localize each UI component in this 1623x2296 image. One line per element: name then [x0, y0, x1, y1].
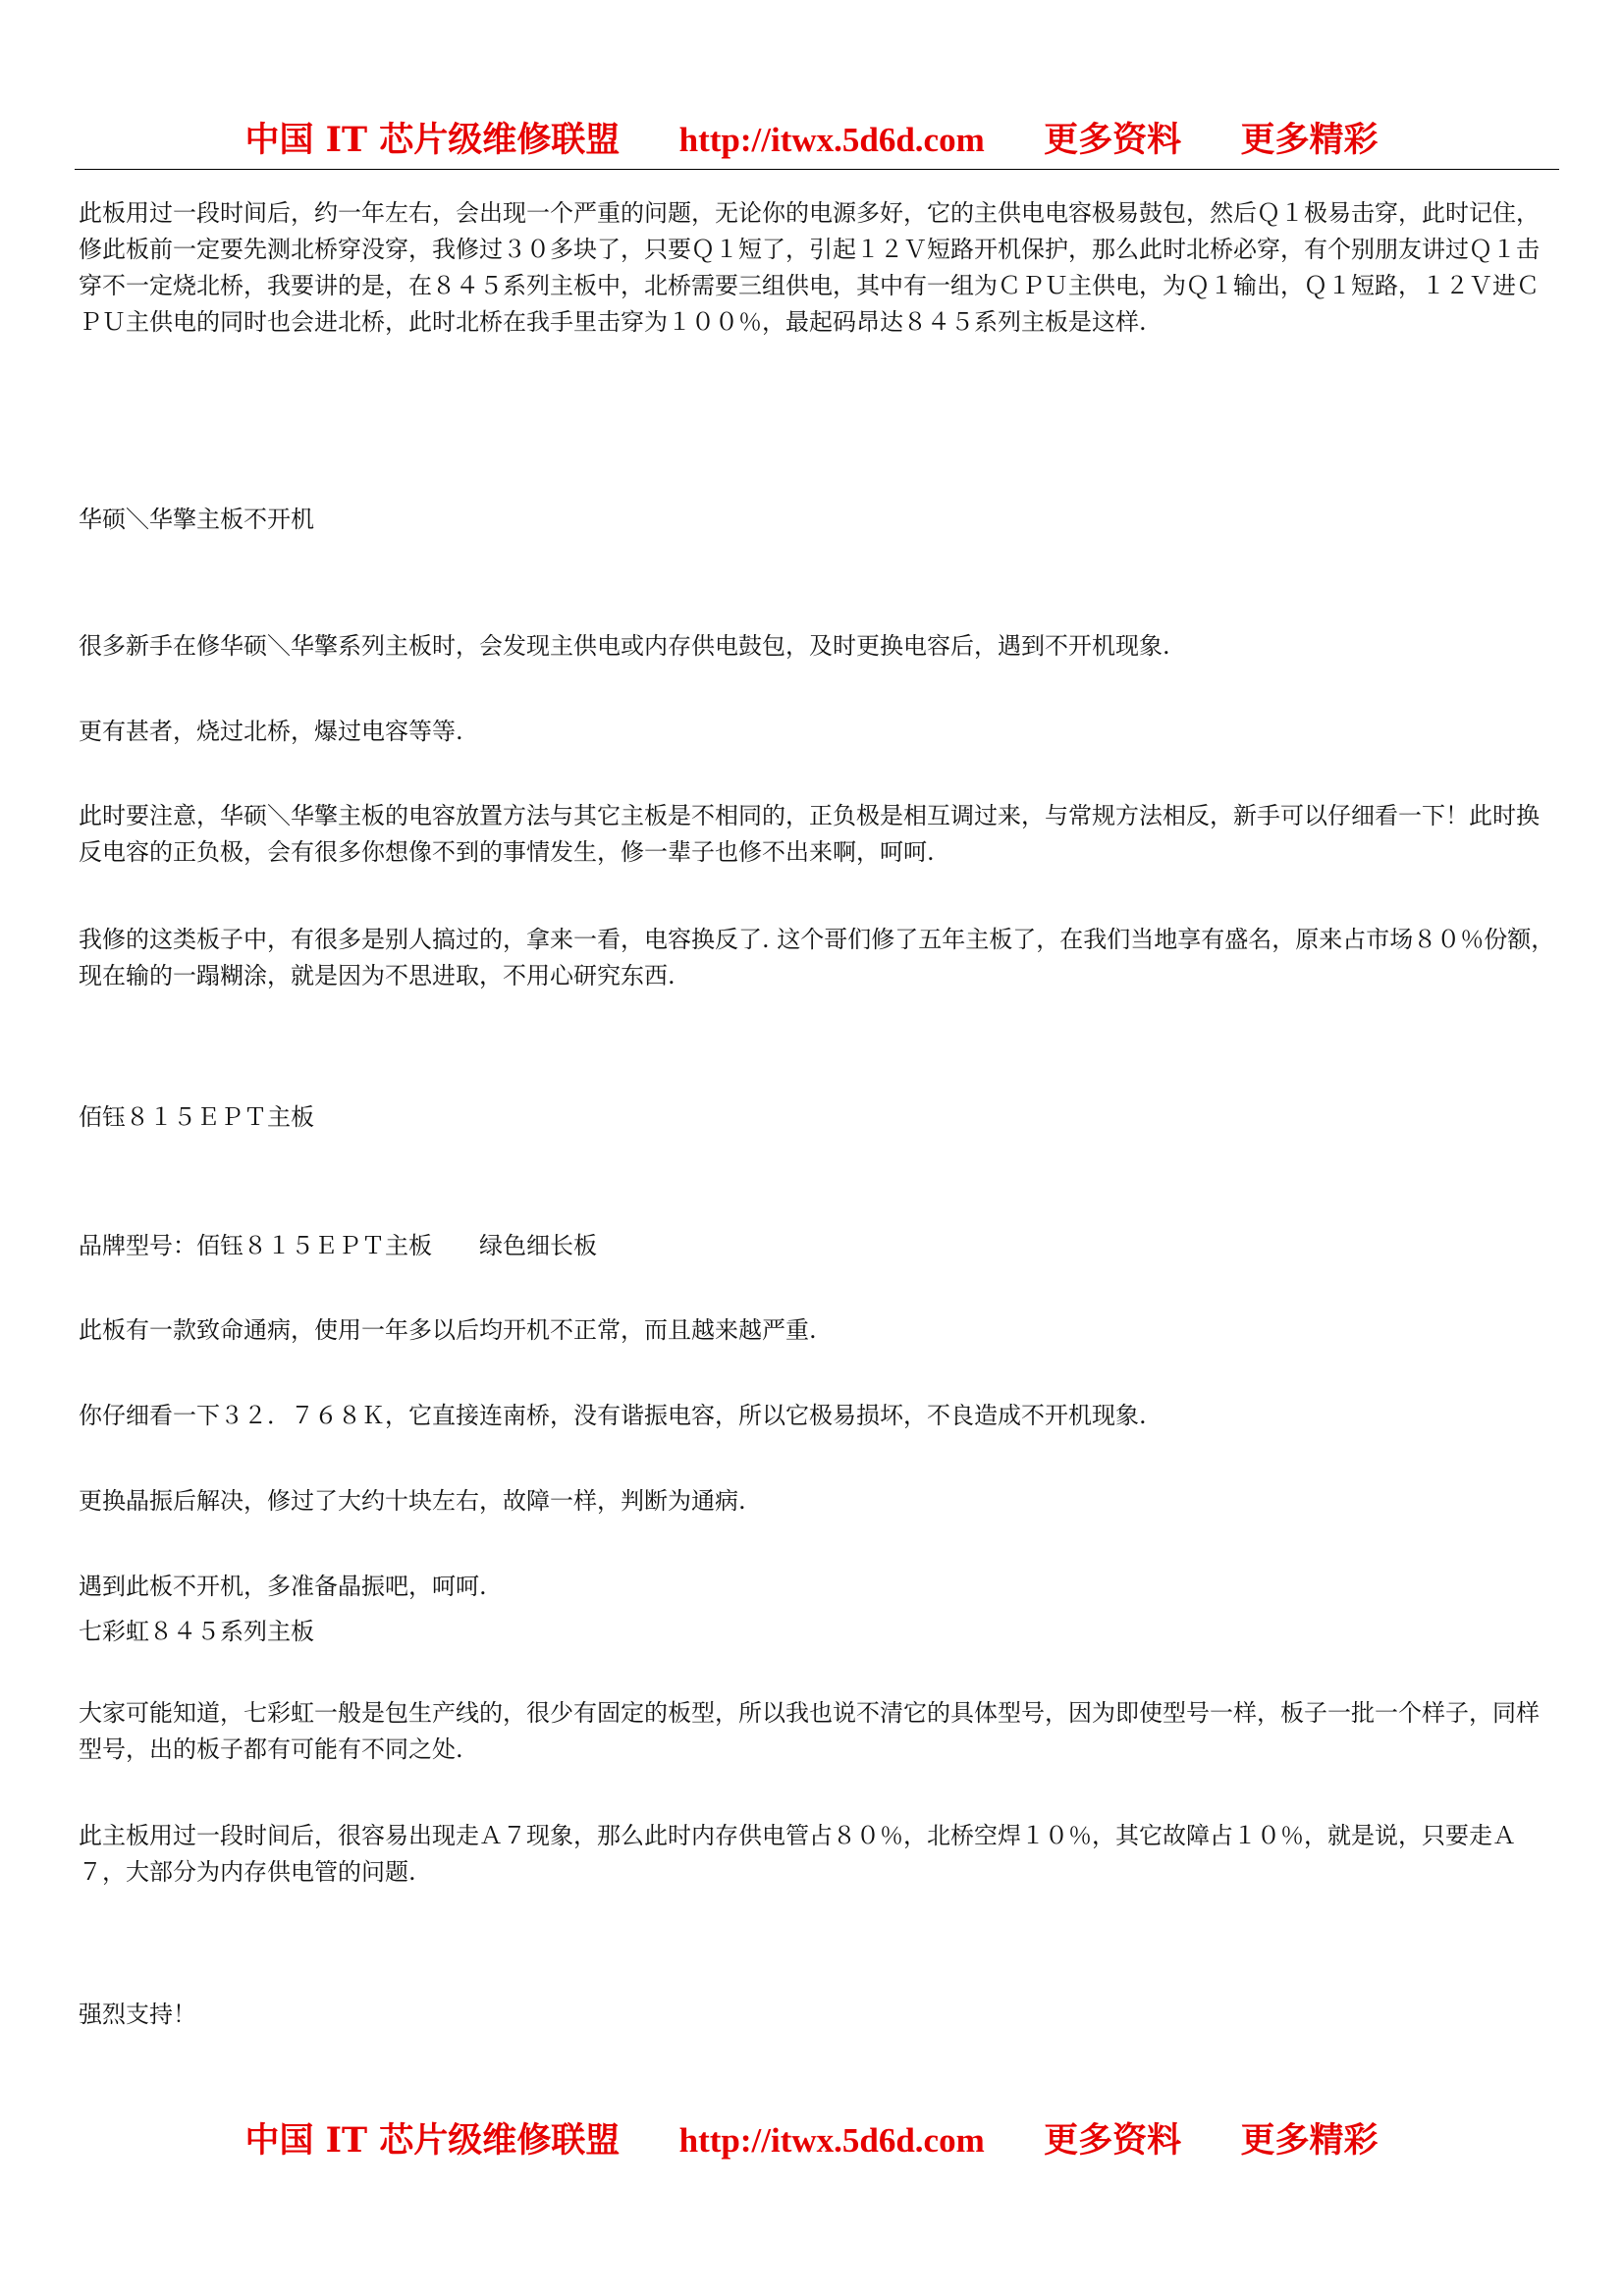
- paragraph-3: 更有甚者，烧过北桥，爆过电容等等.: [79, 718, 463, 745]
- header-slogan-2: 更多精彩: [1240, 120, 1379, 160]
- header-slogan-1: 更多资料: [1044, 120, 1182, 160]
- paragraph-1: 此板用过一段时间后，约一年左右，会出现一个严重的问题，无论你的电源多好，它的主供电电容极易鼓包，然后Ｑ１极易击穿，此时记住，修此板前一定要先测北桥穿没穿，我修过３０多块了，只要Ｑ１短了，引起１２Ｖ短路开机保护，那么此时北桥必穿，有个别朋友讲过Ｑ１击穿不一定烧北桥，我要讲的是，在８４５系列主板中，北桥需要三组供电，其中有一组为ＣＰＵ主供电，为Ｑ１输出，Ｑ１短路，１２Ｖ进ＣＰＵ主供电的同时也会进北桥，此时北桥在我手里击穿为１００％，最起码昂达８４５系列主板是这样.: [79, 199, 1540, 336]
- paragraph-13: 强烈支持！: [79, 2001, 196, 2028]
- header-url-link[interactable]: http://itwx.5d6d.com: [678, 121, 985, 159]
- footer-slogan-2: 更多精彩: [1240, 2120, 1379, 2161]
- paragraph-9: 更换晶振后解决，修过了大约十块左右，故障一样，判断为通病.: [79, 1487, 746, 1515]
- footer-title: 中国 IT 芯片级维修联盟: [244, 2120, 621, 2161]
- section-heading-colorful: 七彩虹８４５系列主板: [79, 1618, 314, 1645]
- paragraph-2: 很多新手在修华硕＼华擎系列主板时，会发现主供电或内存供电鼓包，及时更换电容后，遇到不开机现象.: [79, 632, 1170, 660]
- section-heading-asus: 华硕＼华擎主板不开机: [79, 506, 314, 533]
- paragraph-10: 遇到此板不开机，多准备晶振吧，呵呵.: [79, 1573, 487, 1600]
- paragraph-4: 此时要注意，华硕＼华擎主板的电容放置方法与其它主板是不相同的，正负极是相互调过来，与常规方法相反，新手可以仔细看一下！此时换反电容的正负极，会有很多你想像不到的事情发生，修一辈子也修不出来啊，呵呵.: [79, 802, 1540, 866]
- header-rule: [75, 169, 1559, 170]
- paragraph-11: 大家可能知道，七彩虹一般是包生产线的，很少有固定的板型，所以我也说不清它的具体型号，因为即使型号一样，板子一批一个样子，同样型号，出的板子都有可能有不同之处.: [79, 1699, 1540, 1763]
- paragraph-8: 你仔细看一下３２．７６８Ｋ，它直接连南桥，没有谐振电容，所以它极易损坏，不良造成不开机现象.: [79, 1402, 1147, 1429]
- footer-url-link[interactable]: http://itwx.5d6d.com: [678, 2121, 985, 2160]
- paragraph-12: 此主板用过一段时间后，很容易出现走Ａ７现象，那么此时内存供电管占８０％，北桥空焊１０％，其它故障占１０％，就是说，只要走Ａ７，大部分为内存供电管的问题.: [79, 1822, 1516, 1886]
- header-title: 中国 IT 芯片级维修联盟: [244, 120, 621, 160]
- footer-banner: [0, 2119, 1623, 2163]
- paragraph-7: 此板有一款致命通病，使用一年多以后均开机不正常，而且越来越严重.: [79, 1316, 817, 1344]
- paragraph-5: 我修的这类板子中，有很多是别人搞过的，拿来一看，电容换反了. 这个哥们修了五年主板了，在我们当地享有盛名，原来占市场８０％份额，现在输的一蹋糊涂，就是因为不思进取，不用心研究东西.: [79, 926, 1555, 989]
- paragraph-6: 品牌型号：佰钰８１５ＥＰＴ主板 绿色细长板: [79, 1232, 597, 1259]
- header-banner: [0, 119, 1623, 162]
- section-heading-baiyu: 佰钰８１５ＥＰＴ主板: [79, 1103, 314, 1131]
- footer-slogan-1: 更多资料: [1044, 2120, 1182, 2161]
